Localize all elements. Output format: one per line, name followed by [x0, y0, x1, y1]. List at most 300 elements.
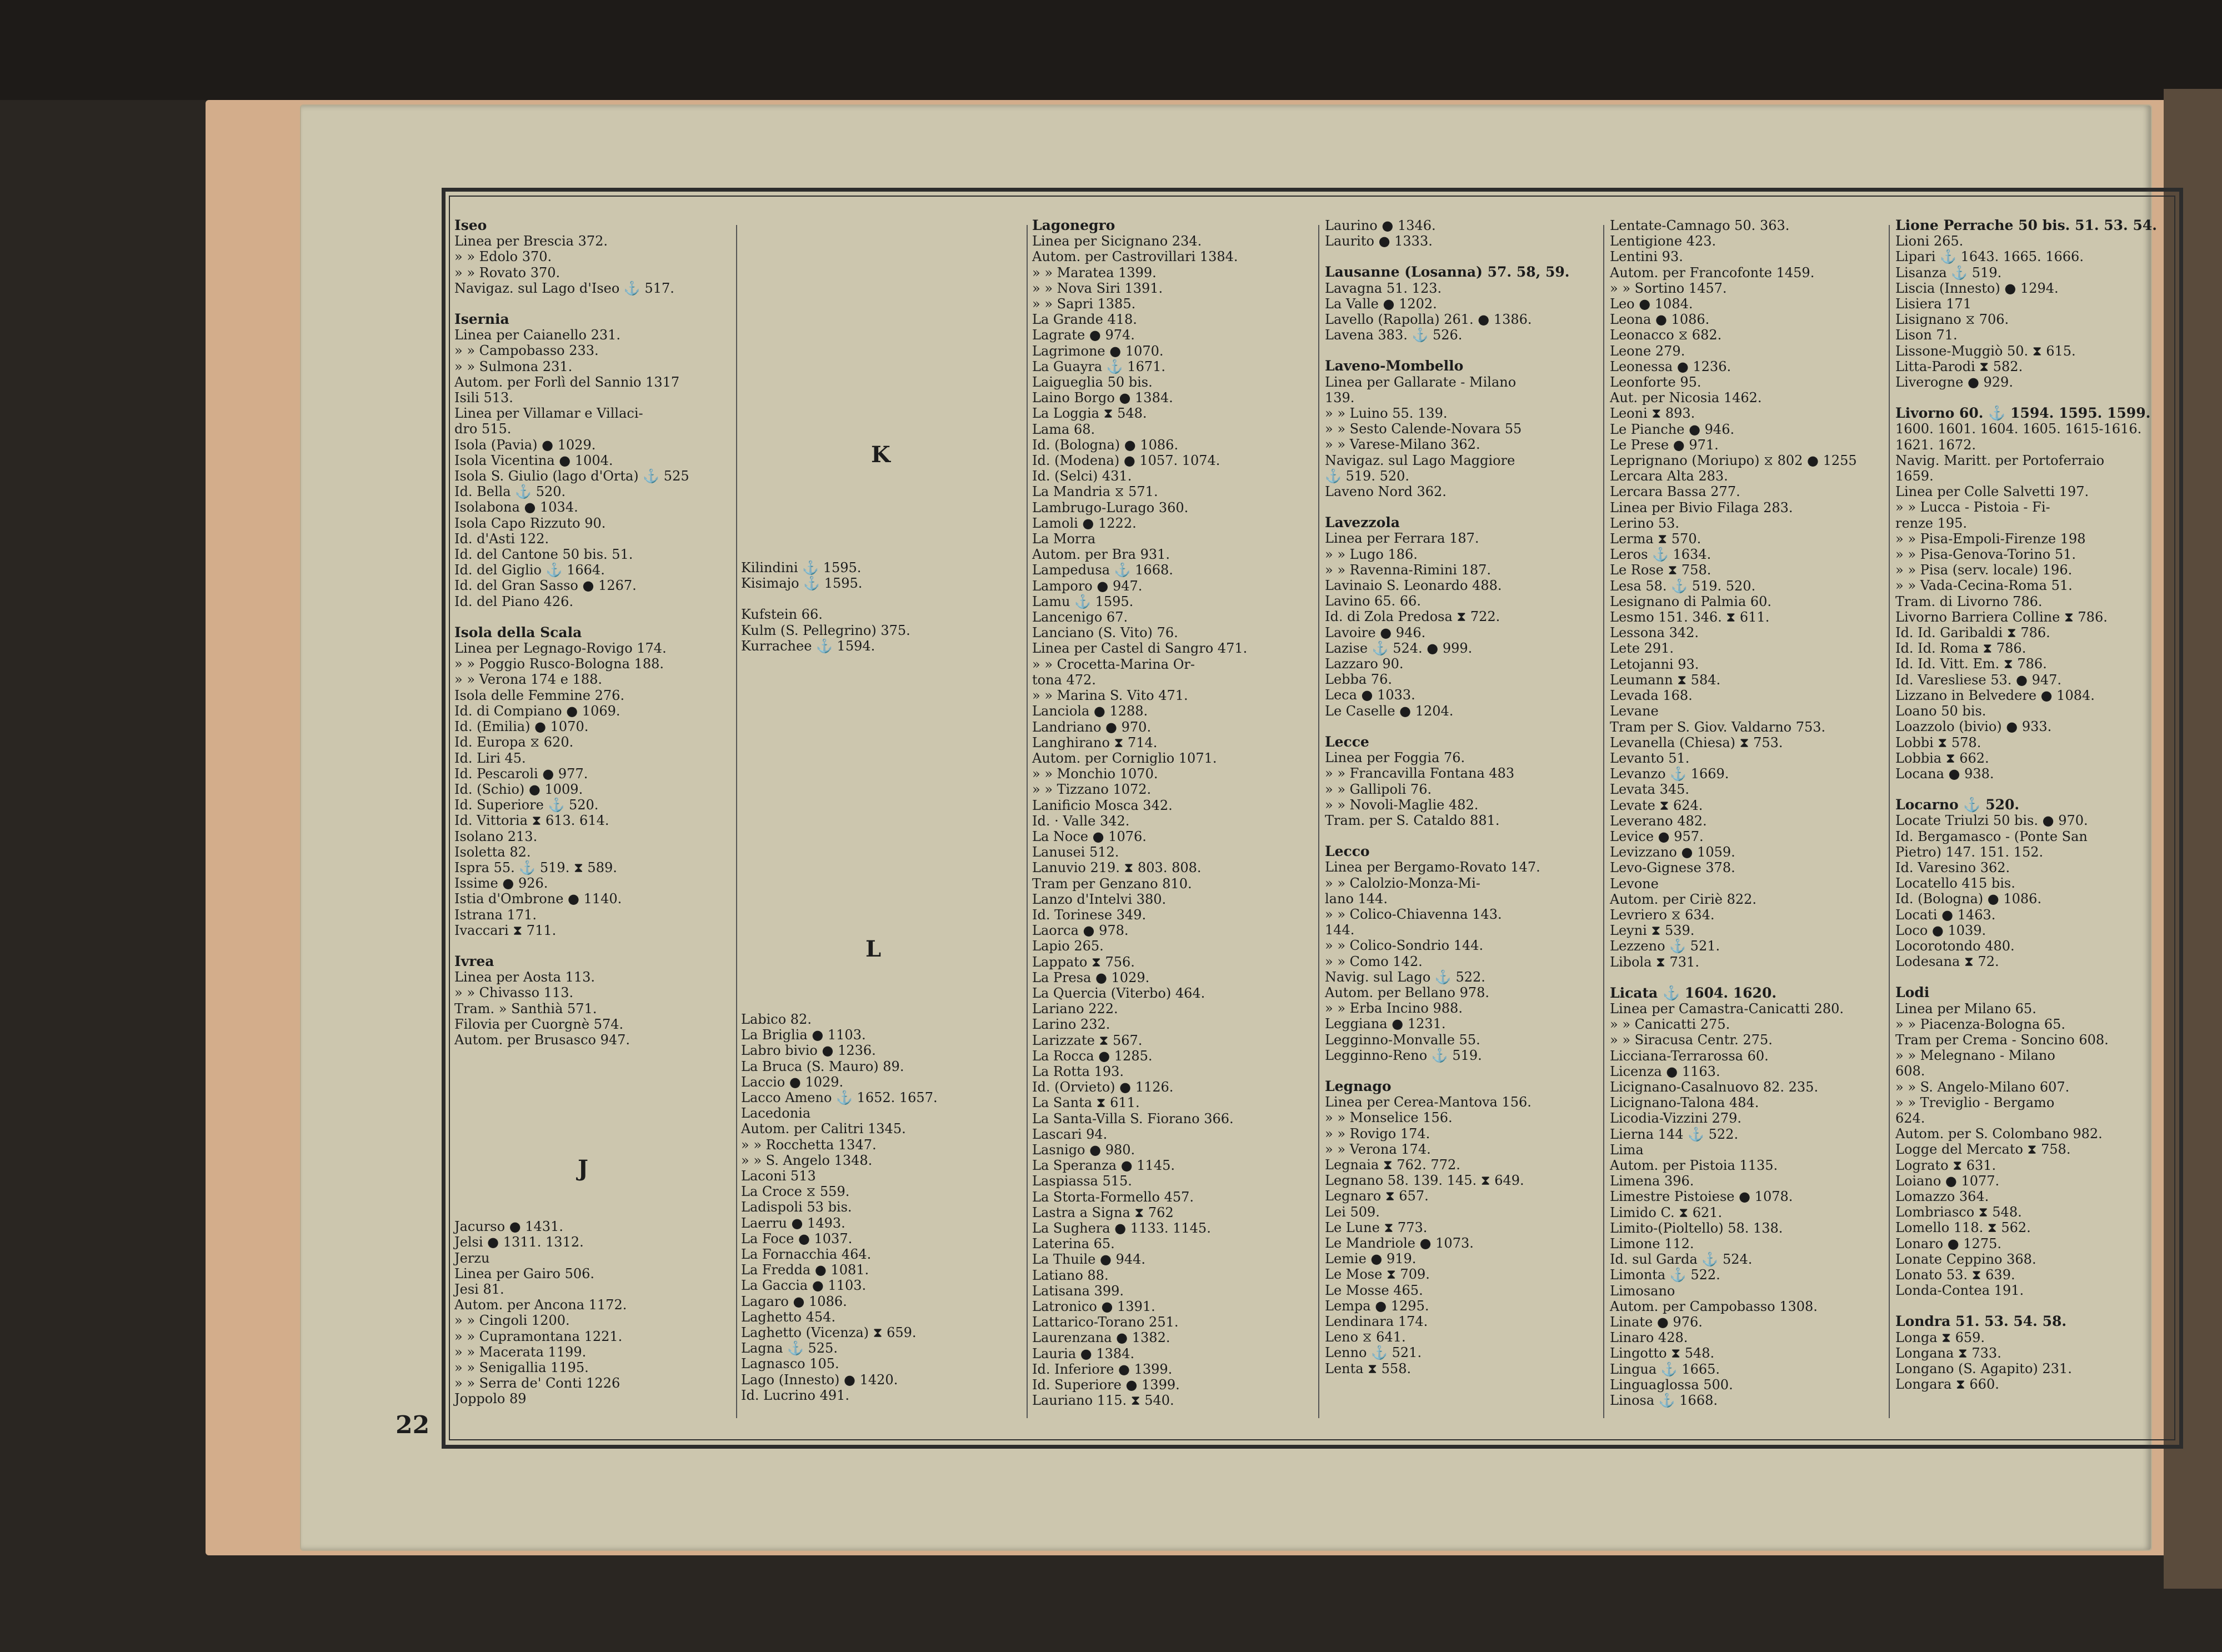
- blank-line: [454, 1110, 732, 1125]
- entry-line: » » Sortino 1457.: [1610, 280, 1727, 296]
- entry-line: Tram per Genzano 810.: [1032, 875, 1192, 892]
- entry-line: Linea per Bergamo-Rovato 147.: [1325, 859, 1540, 875]
- entry-line: Lanuvio 219. ⧗ 803. 808.: [1032, 860, 1202, 876]
- entry-line: La Grande 418.: [1032, 312, 1137, 328]
- entry-line: Id. Varesliese 53. ● 947.: [1895, 672, 2062, 688]
- entry-line: Isola S. Giulio (lago d'Orta) ⚓ 525: [454, 468, 689, 484]
- entry-line: Le Pianche ● 946.: [1610, 421, 1735, 437]
- entry-line: Id. Lucrino 491.: [741, 1387, 850, 1403]
- entry-line: Lavoire ● 946.: [1325, 624, 1426, 640]
- entry-line: 144.: [1325, 922, 1355, 938]
- entry-line: Licodia-Vizzini 279.: [1610, 1110, 1741, 1127]
- entry-line: » » Edolo 370.: [454, 249, 552, 265]
- entry-line: Le Mosse 465.: [1325, 1282, 1423, 1298]
- blank-line: [741, 264, 1019, 280]
- blank-line: [741, 763, 1019, 778]
- entry-line: Lavino 65. 66.: [1325, 593, 1421, 609]
- entry-line: Id. del Giglio ⚓ 1664.: [454, 562, 605, 578]
- entry-line: Autom. per Francofonte 1459.: [1610, 264, 1815, 281]
- entry-line: Laccio ● 1029.: [741, 1074, 844, 1090]
- entry-line: » » Crocetta-Marina Or-: [1032, 656, 1195, 672]
- entry-line: Kufstein 66.: [741, 607, 823, 623]
- entry-line: Laino Borgo ● 1384.: [1032, 390, 1173, 406]
- entry-line: Id. Vittoria ⧗ 613. 614.: [454, 813, 609, 829]
- entry-line: Leno ⧖ 641.: [1325, 1329, 1406, 1345]
- blank-line: [741, 732, 1019, 747]
- entry-line: Lete 291.: [1610, 640, 1674, 657]
- entry-line: Id. · Valle 342.: [1032, 813, 1130, 829]
- entry-line: La Rocca ● 1285.: [1032, 1048, 1153, 1064]
- entry-line: Loco ● 1039.: [1895, 922, 1986, 938]
- entry-line: Lappato ⧗ 756.: [1032, 954, 1135, 970]
- blank-line: [454, 1094, 732, 1110]
- entry-line: Kulm (S. Pellegrino) 375.: [741, 622, 910, 638]
- entry-line: » » S. Angelo-Milano 607.: [1895, 1079, 2070, 1095]
- blank-line: [741, 996, 1019, 1012]
- entry-line: Tram. per S. Cataldo 881.: [1325, 812, 1500, 828]
- entry-line: Linea per Aosta 113.: [454, 969, 595, 985]
- entry-line: Locana ● 938.: [1895, 765, 1994, 782]
- entry-line: Lanusei 512.: [1032, 844, 1119, 860]
- entry-line: Linea per Castel di Sangro 471.: [1032, 640, 1248, 657]
- entry-line: Id. Id. Roma ⧗ 786.: [1895, 640, 2026, 657]
- entry-line: Limonta ⚓ 522.: [1610, 1267, 1720, 1283]
- entry-line: Aut. per Nicosia 1462.: [1610, 390, 1762, 406]
- entry-line: Lavinaio S. Leonardo 488.: [1325, 578, 1502, 594]
- blank-line: [741, 980, 1019, 996]
- entry-line: Kilindini ⚓ 1595.: [741, 560, 862, 575]
- entry-line: Lama 68.: [1032, 421, 1095, 437]
- entry-line: Pietro) 147. 151. 152.: [1895, 844, 2044, 860]
- entry-line: Larino 232.: [1032, 1017, 1110, 1033]
- entry-line: Id. di Compiano ● 1069.: [454, 703, 620, 719]
- entry-line: Leumann ⧗ 584.: [1610, 672, 1721, 688]
- entry-line: Le Mose ⧗ 709.: [1325, 1266, 1430, 1283]
- entry-line: Livorno Barriera Colline ⧗ 786.: [1895, 609, 2108, 625]
- entry-line: Id. (Bologna) ● 1086.: [1032, 437, 1179, 453]
- entry-line: Linea per Villamar e Villaci-: [454, 406, 643, 422]
- entry-line: Le Rose ⧗ 758.: [1610, 562, 1711, 578]
- entry-line: » » Sulmona 231.: [454, 358, 573, 374]
- entry-line: Linea per Brescia 372.: [454, 233, 608, 249]
- entry-line: 1621. 1672.: [1895, 437, 1976, 453]
- entry-line: Jesi 81.: [454, 1281, 504, 1297]
- entry-line: Lenta ⧗ 558.: [1325, 1360, 1412, 1376]
- entry-line: Locatello 415 bis.: [1895, 875, 2015, 892]
- entry-line: Leyni ⧗ 539.: [1610, 923, 1695, 939]
- entry-line: Levanzo ⚓ 1669.: [1610, 766, 1729, 782]
- entry-line: Id. d'Asti 122.: [454, 530, 549, 547]
- entry-line: Limone 112.: [1610, 1236, 1694, 1251]
- entry-line: Lascari 94.: [1032, 1126, 1108, 1142]
- blank-line: [741, 794, 1019, 809]
- entry-line: » » S. Angelo 1348.: [741, 1152, 873, 1168]
- blank-line: [741, 482, 1019, 498]
- entry-heading: Licata ⚓ 1604. 1620.: [1610, 984, 1777, 1001]
- entry-line: Legnaia ⧗ 762. 772.: [1325, 1157, 1460, 1173]
- entry-line: Liscia (Innesto) ● 1294.: [1895, 280, 2059, 296]
- entry-line: Labico 82.: [741, 1012, 812, 1028]
- entry-line: Le Lune ⧗ 773.: [1325, 1219, 1428, 1235]
- entry-line: Leca ● 1033.: [1325, 687, 1415, 703]
- entry-line: Lison 71.: [1895, 327, 1958, 343]
- entry-line: Id. Bella ⚓ 520.: [454, 484, 566, 500]
- entry-line: Linea per Gairo 506.: [454, 1265, 595, 1281]
- entry-line: Laterina 65.: [1032, 1236, 1115, 1252]
- entry-line: Istia d'Ombrone ● 1140.: [454, 891, 622, 907]
- entry-line: Levata 345.: [1610, 782, 1690, 798]
- entry-line: Lobbia ⧗ 662.: [1895, 750, 1989, 766]
- entry-line: Isola Vicentina ● 1004.: [454, 452, 613, 468]
- entry-line: Lebba 76.: [1325, 672, 1392, 688]
- entry-line: La Croce ⧖ 559.: [741, 1184, 850, 1200]
- entry-line: Levanella (Chiesa) ⧗ 753.: [1610, 734, 1783, 750]
- entry-line: Londa-Contea 191.: [1895, 1283, 2024, 1299]
- entry-line: Libola ⧗ 731.: [1610, 954, 1699, 970]
- entry-line: Levice ● 957.: [1610, 828, 1704, 844]
- entry-line: Isola (Pavia) ● 1029.: [454, 437, 596, 453]
- entry-line: Lampedusa ⚓ 1668.: [1032, 562, 1173, 578]
- entry-line: Linea per Camastra-Canicatti 280.: [1610, 1000, 1844, 1017]
- entry-line: Limosano: [1610, 1283, 1675, 1299]
- blank-line: [454, 1157, 732, 1172]
- blank-line: [741, 840, 1019, 856]
- column-rule: [1318, 225, 1319, 1418]
- entry-line: Laurito ● 1333.: [1325, 233, 1433, 249]
- column-rule: [1889, 225, 1890, 1418]
- entry-line: » » Monchio 1070.: [1032, 766, 1158, 782]
- entry-line: Ladispoli 53 bis.: [741, 1199, 852, 1215]
- entry-line: Levone: [1610, 875, 1659, 892]
- entry-line: Lei 509.: [1325, 1204, 1380, 1220]
- entry-line: Lendinara 174.: [1325, 1314, 1428, 1329]
- entry-line: Leverano 482.: [1610, 813, 1707, 829]
- blank-line: [741, 654, 1019, 669]
- blank-line: [1325, 249, 1603, 264]
- blank-line: [1895, 969, 2173, 985]
- entry-line: Litta-Parodi ⧗ 582.: [1895, 358, 2023, 374]
- blank-line: [741, 249, 1019, 264]
- entry-line: Leonforte 95.: [1610, 374, 1701, 391]
- entry-line: » » Sapri 1385.: [1032, 296, 1136, 312]
- blank-line: [741, 327, 1019, 342]
- entry-line: Leonacco ⧖ 682.: [1610, 327, 1722, 343]
- entry-line: Joppolo 89: [454, 1391, 527, 1407]
- entry-heading: Lagonegro: [1032, 217, 1115, 233]
- entry-line: Id. (Schio) ● 1009.: [454, 781, 583, 797]
- entry-line: dro 515.: [454, 421, 512, 437]
- entry-line: Id. di Zola Predosa ⧗ 722.: [1325, 609, 1500, 625]
- entry-line: Lavagna 51. 123.: [1325, 280, 1442, 296]
- entry-line: » » Cupramontana 1221.: [454, 1328, 623, 1344]
- blank-line: [454, 1063, 732, 1079]
- entry-line: Levriero ⧖ 634.: [1610, 907, 1715, 923]
- entry-line: Linea per Colle Salvetti 197.: [1895, 484, 2089, 500]
- entry-line: Leo ● 1084.: [1610, 296, 1693, 312]
- entry-line: » » Monselice 156.: [1325, 1110, 1453, 1126]
- entry-line: » » Ravenna-Rimini 187.: [1325, 562, 1492, 578]
- entry-line: Lercara Alta 283.: [1610, 468, 1728, 484]
- entry-line: Autom. per Ciriè 822.: [1610, 891, 1757, 907]
- entry-line: Lacco Ameno ⚓ 1652. 1657.: [741, 1090, 938, 1106]
- entry-line: » » Siracusa Centr. 275.: [1610, 1032, 1773, 1048]
- entry-heading: Laveno-Mombello: [1325, 358, 1464, 374]
- entry-line: Laorca ● 978.: [1032, 923, 1129, 939]
- entry-line: Lagrimone ● 1070.: [1032, 343, 1164, 359]
- blank-line: [1325, 828, 1603, 844]
- entry-line: » » Pisa-Genova-Torino 51.: [1895, 547, 2076, 563]
- entry-heading: Londra 51. 53. 54. 58.: [1895, 1313, 2067, 1330]
- entry-line: Navigaz. sul Lago Maggiore: [1325, 452, 1515, 468]
- entry-line: Id. Id. Garibaldi ⧗ 786.: [1895, 625, 2050, 641]
- entry-line: Leona ● 1086.: [1610, 312, 1710, 328]
- column-rule: [1027, 225, 1028, 1418]
- entry-line: » » Erba Incino 988.: [1325, 1000, 1463, 1017]
- blank-line: [454, 1188, 732, 1203]
- entry-line: Longana ⧗ 733.: [1895, 1345, 2001, 1361]
- entry-line: » » Poggio Rusco-Bologna 188.: [454, 656, 664, 672]
- entry-line: Id. Torinese 349.: [1032, 907, 1147, 923]
- entry-heading: Isola della Scala: [454, 624, 582, 640]
- entry-line: » » Francavilla Fontana 483: [1325, 765, 1515, 782]
- entry-line: Lacedonia: [741, 1105, 811, 1122]
- entry-line: » » Campobasso 233.: [454, 343, 599, 359]
- blank-line: [741, 218, 1019, 233]
- entry-line: Autom. per Bra 931.: [1032, 547, 1170, 563]
- entry-line: » » Serra de' Conti 1226: [454, 1375, 620, 1391]
- blank-line: [741, 778, 1019, 794]
- entry-line: 624.: [1895, 1110, 1925, 1126]
- entry-line: Id. (Bologna) ● 1086.: [1895, 891, 2042, 907]
- entry-line: Lastra a Signa ⧗ 762: [1032, 1204, 1174, 1220]
- entry-line: Isolano 213.: [454, 828, 538, 844]
- entry-line: Linea per Legnago-Rovigo 174.: [454, 640, 667, 657]
- entry-line: Issime ● 926.: [454, 875, 548, 892]
- entry-line: 1659.: [1895, 468, 1934, 484]
- entry-line: Laspiassa 515.: [1032, 1173, 1132, 1189]
- blank-line: [454, 1125, 732, 1141]
- entry-line: Lagrate ● 974.: [1032, 327, 1135, 343]
- entry-line: Tram. di Livorno 786.: [1895, 593, 2043, 609]
- blank-line: [741, 825, 1019, 840]
- blank-line: [741, 373, 1019, 389]
- entry-line: Lentini 93.: [1610, 249, 1683, 265]
- entry-line: Levada 168.: [1610, 688, 1693, 704]
- entry-line: Lavello (Rapolla) 261. ● 1386.: [1325, 312, 1532, 328]
- entry-line: Id. Varesino 362.: [1895, 859, 2010, 875]
- entry-line: Lemie ● 919.: [1325, 1251, 1417, 1267]
- entry-line: Levane: [1610, 703, 1659, 719]
- entry-line: Lobbi ⧗ 578.: [1895, 734, 1981, 750]
- entry-line: Lonaro ● 1275.: [1895, 1235, 2001, 1251]
- entry-line: Id. sul Garda ⚓ 524.: [1610, 1251, 1753, 1268]
- blank-line: [741, 809, 1019, 825]
- entry-line: Leggiana ● 1231.: [1325, 1016, 1446, 1032]
- entry-line: La Sughera ● 1133. 1145.: [1032, 1220, 1211, 1236]
- entry-line: Loano 50 bis.: [1895, 703, 1986, 719]
- entry-line: Id. Inferiore ● 1399.: [1032, 1361, 1173, 1377]
- blank-line: [1325, 1063, 1603, 1079]
- entry-line: Logge del Mercato ⧗ 758.: [1895, 1142, 2071, 1158]
- background: [0, 0, 2222, 100]
- entry-line: Autom. per Castrovillari 1384.: [1032, 249, 1238, 265]
- entry-line: La Bruca (S. Mauro) 89.: [741, 1058, 904, 1074]
- entry-line: La Fornacchia 464.: [741, 1246, 872, 1263]
- entry-line: » » Luino 55. 139.: [1325, 406, 1448, 422]
- entry-line: Longa ⧗ 659.: [1895, 1329, 1985, 1345]
- entry-line: Landriano ● 970.: [1032, 719, 1152, 735]
- entry-line: La Santa-Villa S. Fiorano 366.: [1032, 1110, 1234, 1127]
- entry-line: Le Caselle ● 1204.: [1325, 703, 1454, 719]
- entry-line: » » Varese-Milano 362.: [1325, 437, 1480, 453]
- entry-line: Langhirano ⧗ 714.: [1032, 734, 1158, 750]
- entry-line: Levo-Gignese 378.: [1610, 860, 1735, 876]
- entry-line: Lasnigo ● 980.: [1032, 1142, 1135, 1158]
- entry-line: La Presa ● 1029.: [1032, 969, 1150, 985]
- entry-line: Id. (Selci) 431.: [1032, 468, 1132, 484]
- entry-line: Tram per S. Giov. Valdarno 753.: [1610, 719, 1826, 735]
- entry-line: Leprignano (Moriupo) ⧖ 802 ● 1255: [1610, 453, 1857, 469]
- section-letter-l: L: [865, 936, 882, 962]
- entry-line: Ivaccari ⧗ 711.: [454, 922, 557, 938]
- entry-line: Autom. per Campobasso 1308.: [1610, 1298, 1818, 1314]
- entry-line: » » Tizzano 1072.: [1032, 782, 1152, 798]
- entry-line: Levizzano ● 1059.: [1610, 844, 1735, 860]
- entry-line: Lavena 383. ⚓ 526.: [1325, 327, 1463, 343]
- entry-line: Legnaro ⧗ 657.: [1325, 1188, 1429, 1204]
- blank-line: [741, 903, 1019, 918]
- entry-line: La Thuile ● 944.: [1032, 1251, 1145, 1268]
- blank-line: [741, 513, 1019, 529]
- entry-line: Lesmo 151. 346. ⧗ 611.: [1610, 609, 1770, 625]
- entry-line: Lamporo ● 947.: [1032, 578, 1143, 594]
- entry-line: Id. Europa ⧖ 620.: [454, 734, 574, 750]
- entry-line: Loazzolo (bivio) ● 933.: [1895, 719, 2052, 735]
- entry-line: Lisanza ⚓ 519.: [1895, 264, 2002, 281]
- entry-line: Linguaglossa 500.: [1610, 1376, 1733, 1393]
- entry-line: Id. del Gran Sasso ● 1267.: [454, 578, 637, 594]
- entry-line: La Noce ● 1076.: [1032, 828, 1147, 844]
- blank-line: [741, 529, 1019, 544]
- blank-line: [454, 1141, 732, 1157]
- entry-line: » » Sesto Calende-Novara 55: [1325, 421, 1522, 437]
- entry-heading: Locarno ⚓ 520.: [1895, 797, 2020, 813]
- entry-line: » » Rovato 370.: [454, 264, 560, 281]
- entry-line: Leoni ⧗ 893.: [1610, 406, 1695, 422]
- entry-line: » » Nova Siri 1391.: [1032, 280, 1163, 296]
- blank-line: [1610, 970, 1888, 985]
- entry-line: La Fredda ● 1081.: [741, 1262, 869, 1278]
- entry-line: » » Lucca - Pistoia - Fi-: [1895, 499, 2050, 515]
- entry-line: Id. del Piano 426.: [454, 593, 574, 609]
- column-rule: [736, 225, 737, 1418]
- entry-line: » » Chivasso 113.: [454, 985, 574, 1001]
- entry-heading: Lecco: [1325, 843, 1370, 860]
- blank-line: [454, 1048, 732, 1063]
- blank-line: [741, 591, 1019, 607]
- entry-line: Linosa ⚓ 1668.: [1610, 1393, 1718, 1409]
- entry-heading: Lione Perrache 50 bis. 51. 53. 54.: [1895, 217, 2157, 233]
- entry-line: Id. Id. Vitt. Em. ⧗ 786.: [1895, 656, 2047, 672]
- entry-line: Lauriano 115. ⧗ 540.: [1032, 1393, 1174, 1409]
- entry-line: Linguа ⚓ 1665.: [1610, 1361, 1720, 1377]
- entry-line: La Guayra ⚓ 1671.: [1032, 358, 1165, 374]
- entry-line: Lodesana ⧗ 72.: [1895, 954, 1999, 970]
- entry-line: » » Pisa (serv. locale) 196.: [1895, 562, 2073, 578]
- entry-line: La Loggia ⧗ 548.: [1032, 406, 1147, 422]
- blank-line: [741, 358, 1019, 373]
- entry-line: Lioni 265.: [1895, 233, 1964, 249]
- entry-line: Linate ● 976.: [1610, 1314, 1703, 1330]
- entry-line: Lerino 53.: [1610, 515, 1679, 531]
- blank-line: [1895, 782, 2173, 797]
- section-letter-k: K: [871, 442, 890, 468]
- index-column-6: [1895, 218, 2173, 1429]
- entry-line: Lazzaro 90.: [1325, 656, 1404, 672]
- blank-line: [741, 342, 1019, 358]
- entry-line: Letojanni 93.: [1610, 656, 1699, 672]
- blank-line: [1325, 499, 1603, 515]
- entry-line: Autom. per Corniglio 1071.: [1032, 750, 1217, 766]
- entry-line: La Rotta 193.: [1032, 1063, 1124, 1079]
- entry-line: Laurenzana ● 1382.: [1032, 1330, 1170, 1346]
- column-rule: [1603, 225, 1604, 1418]
- entry-line: Kurrachee ⚓ 1594.: [741, 638, 875, 654]
- index-column-5: [1610, 218, 1888, 1429]
- entry-line: Locorotondo 480.: [1895, 938, 2015, 954]
- blank-line: [741, 311, 1019, 327]
- entry-line: Navig. sul Lago ⚓ 522.: [1325, 969, 1485, 985]
- entry-line: Locate Triulzi 50 bis. ● 970.: [1895, 813, 2088, 829]
- entry-heading: Livorno 60. ⚓ 1594. 1595. 1599.: [1895, 405, 2151, 422]
- entry-line: Laurino ● 1346.: [1325, 218, 1436, 233]
- entry-line: La Briglia ● 1103.: [741, 1027, 866, 1043]
- entry-line: Licciana-Terrarossa 60.: [1610, 1048, 1769, 1064]
- entry-line: La Gaccia ● 1103.: [741, 1278, 867, 1294]
- entry-line: Linaro 428.: [1610, 1330, 1688, 1346]
- entry-line: Lempa ● 1295.: [1325, 1298, 1429, 1314]
- entry-line: Id. Liri 45.: [454, 750, 526, 766]
- entry-line: La Speranza ● 1145.: [1032, 1158, 1175, 1174]
- entry-line: Lentigione 423.: [1610, 233, 1716, 249]
- entry-line: Autom. per Forlì del Sannio 1317: [454, 374, 680, 390]
- blank-line: [741, 280, 1019, 296]
- entry-line: Locati ● 1463.: [1895, 907, 1996, 923]
- entry-line: Autom. per Brusasco 947.: [454, 1032, 630, 1048]
- entry-line: Levanto 51.: [1610, 750, 1690, 766]
- entry-line: Lograto ⧗ 631.: [1895, 1157, 1996, 1173]
- entry-line: Lago (Innesto) ● 1420.: [741, 1371, 898, 1388]
- entry-line: » » Rocchetta 1347.: [741, 1137, 877, 1153]
- blank-line: [741, 233, 1019, 249]
- blank-line: [454, 296, 732, 312]
- entry-line: » » Maratea 1399.: [1032, 264, 1157, 281]
- blank-line: [741, 404, 1019, 420]
- entry-line: Lierna 144 ⚓ 522.: [1610, 1126, 1739, 1142]
- entry-line: Lercara Bassa 277.: [1610, 484, 1740, 500]
- blank-line: [741, 498, 1019, 513]
- entry-line: Id. Bergamasco - (Ponte San: [1895, 828, 2088, 844]
- entry-line: Laghetto 454.: [741, 1309, 836, 1325]
- entry-line: Labro bivio ● 1236.: [741, 1043, 876, 1059]
- entry-line: Istrana 171.: [454, 907, 537, 923]
- entry-line: Navig. Maritt. per Portoferraio: [1895, 452, 2105, 468]
- entry-line: Lariano 222.: [1032, 1001, 1118, 1017]
- entry-line: Lessona 342.: [1610, 625, 1699, 641]
- entry-line: Limestre Pistoiese ● 1078.: [1610, 1189, 1793, 1205]
- entry-line: La Quercia (Viterbo) 464.: [1032, 985, 1205, 1001]
- entry-line: Linea per Foggia 76.: [1325, 750, 1465, 766]
